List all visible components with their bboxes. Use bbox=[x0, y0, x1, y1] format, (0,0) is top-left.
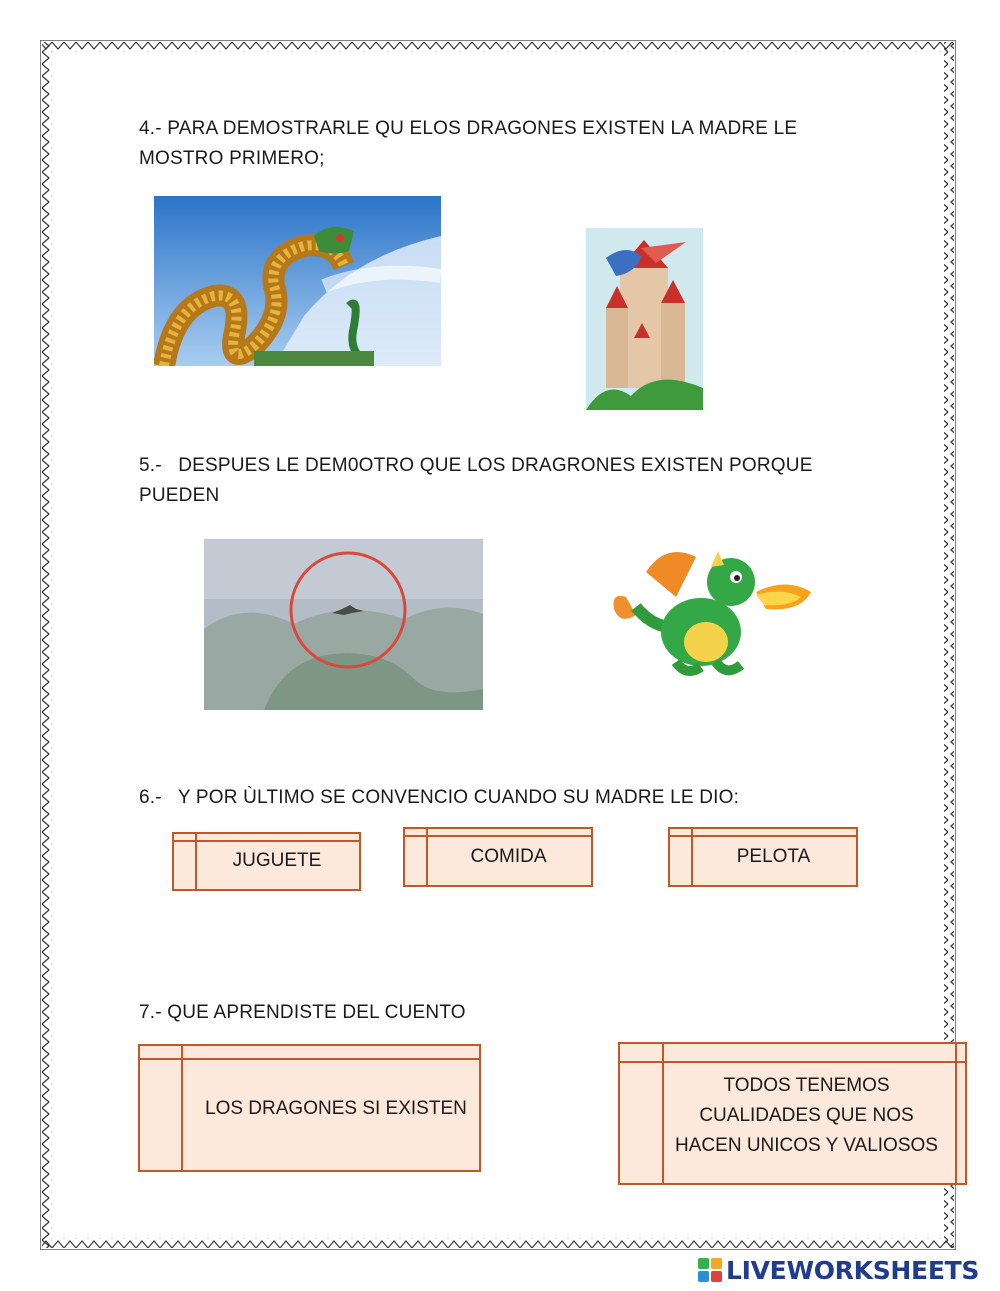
answer-option-pelota[interactable] bbox=[668, 827, 858, 887]
castle-dragon-image bbox=[586, 228, 703, 410]
option-label: COMIDA bbox=[470, 846, 547, 867]
answer-option-dragones[interactable] bbox=[138, 1044, 481, 1172]
question-6-text: 6.- Y POR ÙLTIMO SE CONVENCIO CUANDO SU MADRE LE DIO: bbox=[139, 787, 740, 808]
answer-option-cualidades[interactable] bbox=[618, 1042, 967, 1185]
option-label: TODOS TENEMOS CUALIDADES QUE NOS HACEN UNICOS Y VALIOSOS bbox=[675, 1075, 938, 1156]
answer-option-comida[interactable] bbox=[403, 827, 593, 887]
flying-creature-photo bbox=[204, 539, 483, 710]
answer-option-juguete[interactable] bbox=[172, 832, 361, 891]
logo-text: LIVEWORKSHEETS bbox=[726, 1255, 980, 1285]
option-divider bbox=[405, 835, 591, 837]
option-label: JUGUETE bbox=[232, 850, 322, 871]
option-divider bbox=[174, 840, 359, 842]
option-divider bbox=[620, 1061, 965, 1063]
option-divider bbox=[955, 1044, 957, 1183]
question-7-text: 7.- QUE APRENDISTE DEL CUENTO bbox=[139, 1002, 466, 1023]
question-5-text: 5.- DESPUES LE DEM0OTRO QUE LOS DRAGRONES EXISTEN PORQUE PUEDEN bbox=[139, 455, 813, 506]
option-label: PELOTA bbox=[736, 846, 811, 867]
option-label: LOS DRAGONES SI EXISTEN bbox=[205, 1098, 467, 1119]
option-divider bbox=[140, 1058, 479, 1060]
question-4-text: 4.- PARA DEMOSTRARLE QU ELOS DRAGONES EXISTEN LA MADRE LE MOSTRO PRIMERO; bbox=[139, 118, 798, 169]
liveworksheets-logo bbox=[698, 1255, 979, 1285]
dragon-statue-image bbox=[154, 196, 441, 366]
fire-dragon-cartoon bbox=[606, 537, 816, 679]
liveworksheets-logo-icon bbox=[698, 1258, 722, 1282]
option-divider bbox=[670, 835, 856, 837]
